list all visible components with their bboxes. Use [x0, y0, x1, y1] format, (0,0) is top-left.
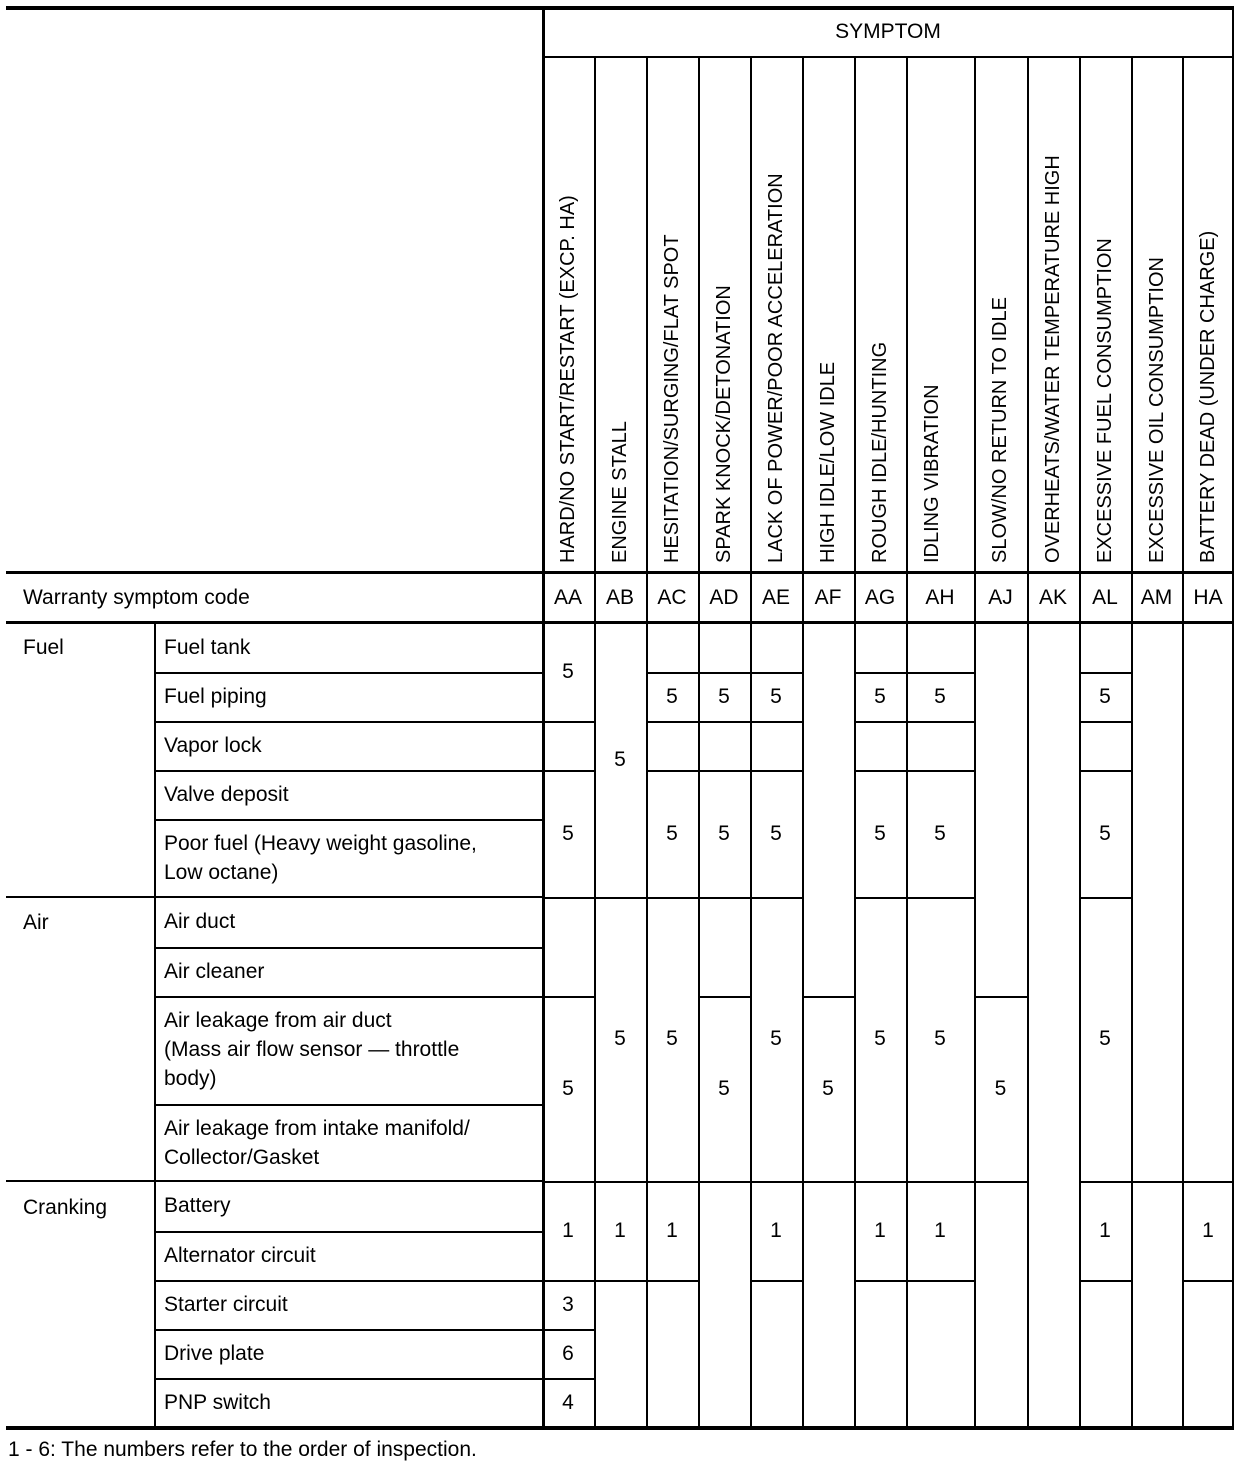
grid-line	[854, 897, 906, 899]
item-label	[164, 1114, 470, 1172]
cell-value: 5	[666, 684, 678, 708]
grid-line	[854, 721, 974, 723]
grid-line	[542, 1329, 594, 1331]
item-label-line: Poor fuel (Heavy weight gasoline,	[164, 832, 477, 855]
symptom-column-header: OVERHEATS/WATER TEMPERATURE HIGH	[1042, 155, 1064, 563]
item-label-line: Collector/Gasket	[164, 1146, 320, 1169]
item-label	[164, 957, 264, 986]
grid-line	[156, 1280, 542, 1282]
symptom-code: AJ	[988, 586, 1013, 609]
symptom-code: AC	[657, 586, 687, 609]
grid-line	[156, 721, 542, 723]
grid-line	[156, 819, 542, 821]
grid-line	[1182, 1181, 1234, 1183]
grid-line	[854, 672, 974, 674]
cell-value: 5	[934, 821, 946, 845]
grid-line	[6, 1180, 542, 1182]
item-label	[164, 1241, 316, 1270]
symptom-column-header: EXCESSIVE OIL CONSUMPTION	[1146, 257, 1168, 563]
grid-line	[906, 897, 974, 899]
grid-line	[906, 623, 908, 1427]
cell-value: 1	[562, 1218, 574, 1242]
grid-line	[698, 897, 750, 899]
grid-line	[542, 770, 594, 772]
grid-line	[854, 623, 856, 1427]
item-label-line: Air leakage from intake manifold/	[164, 1117, 470, 1140]
grid-line	[156, 1104, 542, 1106]
item-label-line: Valve deposit	[164, 783, 289, 806]
item-label-line: Vapor lock	[164, 734, 262, 757]
item-label-line: Battery	[164, 1194, 231, 1217]
cell-value: 1	[614, 1218, 626, 1242]
grid-line	[1131, 1181, 1182, 1183]
symptom-column-header: BATTERY DEAD (UNDER CHARGE)	[1197, 230, 1219, 563]
cell-value: 3	[562, 1292, 574, 1316]
symptom-column-header: ROUGH IDLE/HUNTING	[869, 341, 891, 563]
cell-value: 5	[718, 684, 730, 708]
cell-value: 5	[994, 1076, 1007, 1100]
grid-line	[1027, 58, 1029, 623]
symptom-column-header: SLOW/NO RETURN TO IDLE	[989, 297, 1011, 563]
symptom-code: AG	[864, 586, 896, 609]
cell-value: 1	[934, 1218, 946, 1242]
item-label-line: Air cleaner	[164, 960, 265, 983]
grid-line	[802, 58, 804, 623]
grid-line	[156, 1378, 542, 1380]
cell-value: 5	[770, 821, 782, 845]
cell-value: 5	[666, 821, 678, 845]
item-label-line: (Mass air flow sensor — throttle	[164, 1038, 460, 1061]
grid-line	[974, 623, 976, 1427]
item-label	[164, 1006, 459, 1093]
item-label	[164, 1339, 264, 1368]
cell-value: 5	[874, 1027, 886, 1050]
symptom-code: AF	[814, 586, 842, 609]
item-label	[164, 1290, 288, 1319]
cell-value: 5	[1099, 1027, 1111, 1050]
item-label	[164, 731, 262, 760]
symptom-code: AL	[1092, 586, 1118, 609]
cell-value: 1	[874, 1218, 886, 1242]
symptom-column-header: HIGH IDLE/LOW IDLE	[817, 361, 839, 563]
grid-line	[594, 623, 596, 1427]
grid-line	[854, 1280, 974, 1282]
grid-line	[594, 58, 596, 623]
group-label: Fuel	[23, 636, 64, 659]
grid-line	[974, 996, 1027, 998]
grid-line	[6, 571, 1234, 574]
grid-line	[750, 623, 752, 1427]
symptom-column-header: SPARK KNOCK/DETONATION	[713, 285, 735, 563]
symptom-column-header: EXCESSIVE FUEL CONSUMPTION	[1094, 238, 1116, 563]
grid-line	[1232, 6, 1234, 1430]
group-label: Air	[23, 911, 49, 934]
grid-line	[542, 996, 594, 998]
grid-line	[1182, 623, 1184, 1427]
symptom-header: SYMPTOM	[835, 20, 941, 43]
grid-line	[854, 770, 974, 772]
symptom-code: AB	[605, 586, 634, 609]
grid-line	[1131, 623, 1133, 1427]
item-label-line: Alternator circuit	[164, 1244, 316, 1267]
grid-line	[1079, 897, 1131, 899]
grid-line	[6, 896, 542, 898]
symptom-code: AH	[925, 586, 955, 609]
cell-value: 5	[934, 1027, 946, 1050]
grid-line	[542, 1378, 594, 1380]
grid-line	[1079, 672, 1131, 674]
cell-value: 5	[770, 1027, 782, 1050]
grid-line	[698, 623, 700, 1427]
grid-line	[156, 672, 542, 674]
grid-line	[594, 897, 646, 899]
cell-value: 5	[718, 821, 730, 845]
grid-line	[1079, 1280, 1131, 1282]
grid-line	[156, 1329, 542, 1331]
cell-value: 5	[1099, 684, 1111, 708]
cell-value: 6	[562, 1341, 574, 1365]
grid-line	[1079, 1181, 1131, 1183]
symptom-code: AK	[1038, 586, 1067, 609]
grid-line	[6, 621, 1234, 624]
cell-value: 1	[666, 1218, 678, 1242]
warranty-code-label: Warranty symptom code	[23, 586, 250, 609]
item-label	[164, 1191, 231, 1220]
cell-value: 5	[666, 1027, 678, 1050]
cell-value: 5	[874, 821, 886, 845]
grid-line	[1182, 1280, 1234, 1282]
cell-value: 1	[1202, 1218, 1214, 1242]
grid-line	[542, 897, 594, 899]
footnote: 1 - 6: The numbers refer to the order of inspection.	[8, 1438, 477, 1461]
item-label	[164, 1388, 271, 1417]
cell-value: 5	[770, 684, 782, 708]
grid-line	[646, 623, 648, 1427]
cell-value: 5	[874, 684, 886, 708]
grid-line	[854, 58, 856, 623]
cell-value: 5	[562, 1076, 574, 1100]
item-label	[164, 682, 267, 711]
grid-line	[542, 1181, 1027, 1183]
cell-value: 5	[562, 660, 574, 683]
item-label	[164, 907, 235, 936]
grid-line	[646, 58, 648, 623]
symptom-column-header: ENGINE STALL	[609, 421, 631, 563]
grid-line	[6, 1426, 1234, 1430]
cell-value: 1	[1099, 1218, 1111, 1242]
grid-line	[646, 721, 802, 723]
grid-line	[1079, 721, 1131, 723]
item-label-line: Fuel piping	[164, 685, 267, 708]
cell-value: 1	[770, 1218, 782, 1242]
grid-line	[542, 1280, 698, 1282]
grid-line	[646, 672, 802, 674]
symptom-code: AA	[553, 586, 582, 609]
item-label-line: Air duct	[164, 910, 236, 933]
grid-line	[1131, 58, 1133, 623]
grid-line	[542, 721, 594, 723]
symptom-code: AD	[709, 586, 739, 609]
grid-line	[156, 770, 542, 772]
grid-line	[646, 770, 802, 772]
grid-line	[542, 6, 545, 1430]
symptom-column-header: IDLING VIBRATION	[921, 384, 943, 563]
grid-line	[750, 58, 752, 623]
grid-line	[974, 58, 976, 623]
grid-line	[906, 58, 908, 623]
symptom-column-header: LACK OF POWER/POOR ACCELERATION	[765, 173, 787, 563]
cell-value: 5	[614, 1027, 626, 1050]
item-label-line: PNP switch	[164, 1391, 271, 1414]
item-label-line: Drive plate	[164, 1342, 265, 1365]
item-label-line: Low octane)	[164, 861, 279, 884]
grid-line	[154, 623, 156, 1428]
symptom-code: HA	[1193, 586, 1223, 609]
group-label: Cranking	[23, 1196, 108, 1219]
grid-line	[1079, 770, 1131, 772]
grid-line	[750, 897, 802, 899]
grid-line	[156, 947, 542, 949]
grid-line	[802, 996, 854, 998]
item-label	[164, 829, 477, 887]
cell-value: 5	[1099, 821, 1111, 845]
grid-line	[698, 58, 700, 623]
item-label-line: Starter circuit	[164, 1293, 288, 1316]
symptom-code: AM	[1140, 586, 1173, 609]
item-label-line: Air leakage from air duct	[164, 1009, 392, 1032]
item-label	[164, 780, 289, 809]
grid-line	[646, 897, 698, 899]
grid-line	[802, 623, 804, 1427]
grid-line	[156, 1231, 542, 1233]
grid-line	[6, 6, 1234, 10]
cell-value: 5	[562, 821, 574, 845]
cell-value: 5	[934, 684, 946, 708]
grid-line	[1027, 623, 1029, 1427]
symptom-column-header: HARD/NO START/RESTART (EXCP. HA)	[557, 195, 579, 563]
grid-line	[1079, 623, 1081, 1427]
cell-value: 5	[822, 1076, 834, 1100]
grid-line	[156, 996, 542, 998]
grid-line	[1182, 58, 1184, 623]
symptom-code: AE	[761, 586, 790, 609]
cell-value: 5	[614, 748, 626, 771]
item-label-line: body)	[164, 1067, 217, 1090]
symptom-table	[6, 6, 1234, 1430]
cell-value: 4	[562, 1390, 574, 1414]
grid-line	[750, 1280, 802, 1282]
item-label-line: Fuel tank	[164, 636, 251, 659]
grid-line	[698, 996, 750, 998]
grid-line	[1079, 58, 1081, 623]
item-label	[164, 633, 250, 662]
cell-value: 5	[718, 1076, 730, 1100]
symptom-column-header: HESITATION/SURGING/FLAT SPOT	[661, 234, 683, 563]
